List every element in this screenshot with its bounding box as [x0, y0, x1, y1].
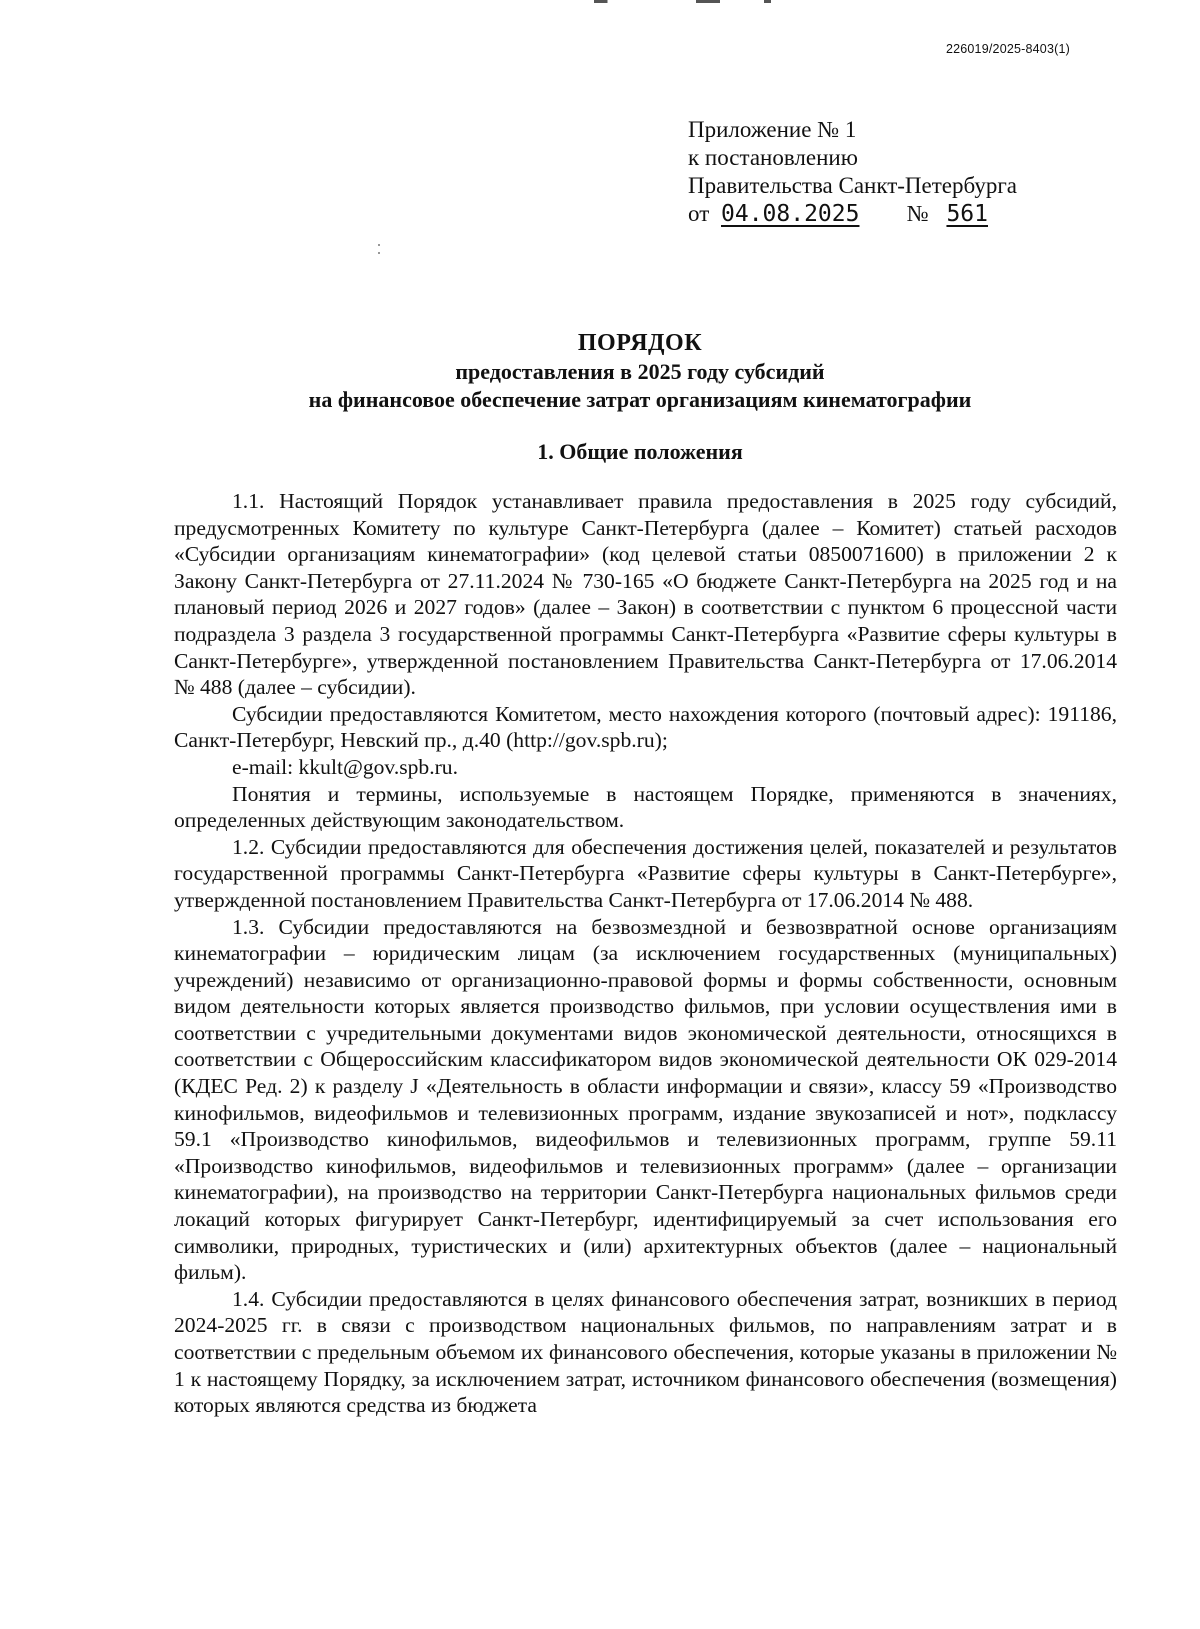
date-prefix: от: [688, 201, 710, 226]
section-heading: 1. Общие положения: [537, 439, 743, 464]
appendix-date-line: [688, 200, 1036, 228]
document-title: [170, 328, 1110, 414]
number-prefix: №: [906, 201, 929, 226]
scan-speck: [378, 244, 380, 246]
paragraph: Субсидии предоставляются Комитетом, место нахождения которого (почтовый адрес): 191186, Санкт-Петербург, Невский пр., д.40 (http://gov.spb.ru);: [174, 701, 1117, 753]
title-line-3: на финансовое обеспечение затрат организациям кинематографии: [308, 387, 972, 412]
resolution-date: 04.08.2025: [721, 201, 860, 227]
appendix-header: [688, 116, 1036, 228]
scan-speck: [378, 252, 380, 254]
registration-number: 226019/2025-8403(1): [945, 42, 1070, 56]
paragraph: 1.2. Субсидии предоставляются для обеспечения достижения целей, показателей и результатов государственной программы Санкт-Петербурга «Развитие сферы культуры в Санкт-Петербурге», утвержденной постановлением Правительства Санкт-Петербурга от 17.06.2014 № 488.: [174, 834, 1117, 912]
appendix-line-1: Приложение № 1: [688, 117, 857, 142]
appendix-line-2: к постановлению: [688, 145, 858, 170]
appendix-line-3: Правительства Санкт-Петербурга: [688, 173, 1017, 198]
paragraph: Понятия и термины, используемые в настоящем Порядке, применяются в значениях, определенных действующим законодательством.: [174, 781, 1117, 833]
title-main: ПОРЯДОК: [577, 330, 703, 356]
resolution-number: 561: [946, 201, 988, 227]
paragraph: e-mail: kkult@gov.spb.ru.: [232, 754, 458, 779]
paragraph: 1.4. Субсидии предоставляются в целях финансового обеспечения затрат, возникших в период 2024-2025 гг. в связи с производством национальных фильмов, по направлениям затрат и в соответствии с предельным объемом их финансового обеспечения, которые указаны в приложении № 1 к настоящему Порядку, за исключением затрат, источником финансового обеспечения (возмещения) которых являются средства из бюджета: [174, 1286, 1117, 1418]
section-body: [174, 488, 1117, 1419]
scan-artifact-line: [560, 0, 900, 3]
title-line-2: предоставления в 2025 году субсидий: [455, 359, 825, 384]
paragraph: 1.1. Настоящий Порядок устанавливает правила предоставления в 2025 году субсидий, предусмотренных Комитету по культуре Санкт-Петербурга (далее – Комитет) статьей расходов «Субсидии организациям кинематографии» (код целевой статьи 0850071600) в приложении 2 к Закону Санкт-Петербурга от 27.11.2024 № 730-165 «О бюджете Санкт-Петербурга на 2025 год и на плановый период 2026 и 2027 годов» (далее – Закон) в соответствии с пунктом 6 процессной части подраздела 3 раздела 3 государственной программы Санкт-Петербурга «Развитие сферы культуры в Санкт-Петербурге», утвержденной постановлением Правительства Санкт-Петербурга от 17.06.2014 № 488 (далее – субсидии).: [174, 489, 1117, 700]
paragraph: 1.3. Субсидии предоставляются на безвозмездной и безвозвратной основе организациям кинематографии – юридическим лицам (за исключением государственных (муниципальных) учреждений) независимо от организационно-правовой формы и формы собственности, основным видом деятельности которых является производство фильмов, при условии осуществления ими в соответствии с учредительными документами видов экономической деятельности, относящихся в соответствии с Общероссийским классификатором видов экономической деятельности ОК 029-2014 (КДЕС Ред. 2) к разделу J «Деятельность в области информации и связи», классу 59 «Производство кинофильмов, видеофильмов и телевизионных программ, издание звукозаписей и нот», подклассу 59.1 «Производство кинофильмов, видеофильмов и телевизионных программ, группе 59.11 «Производство кинофильмов, видеофильмов и телевизионных программ» (далее – организации кинематографии), на производство на территории Санкт-Петербурга национальных фильмов среди локаций которых фигурирует Санкт-Петербург, идентифицируемый за счет использования его символики, природных, туристических и (или) архитектурных объектов (далее – национальный фильм).: [174, 914, 1117, 1285]
